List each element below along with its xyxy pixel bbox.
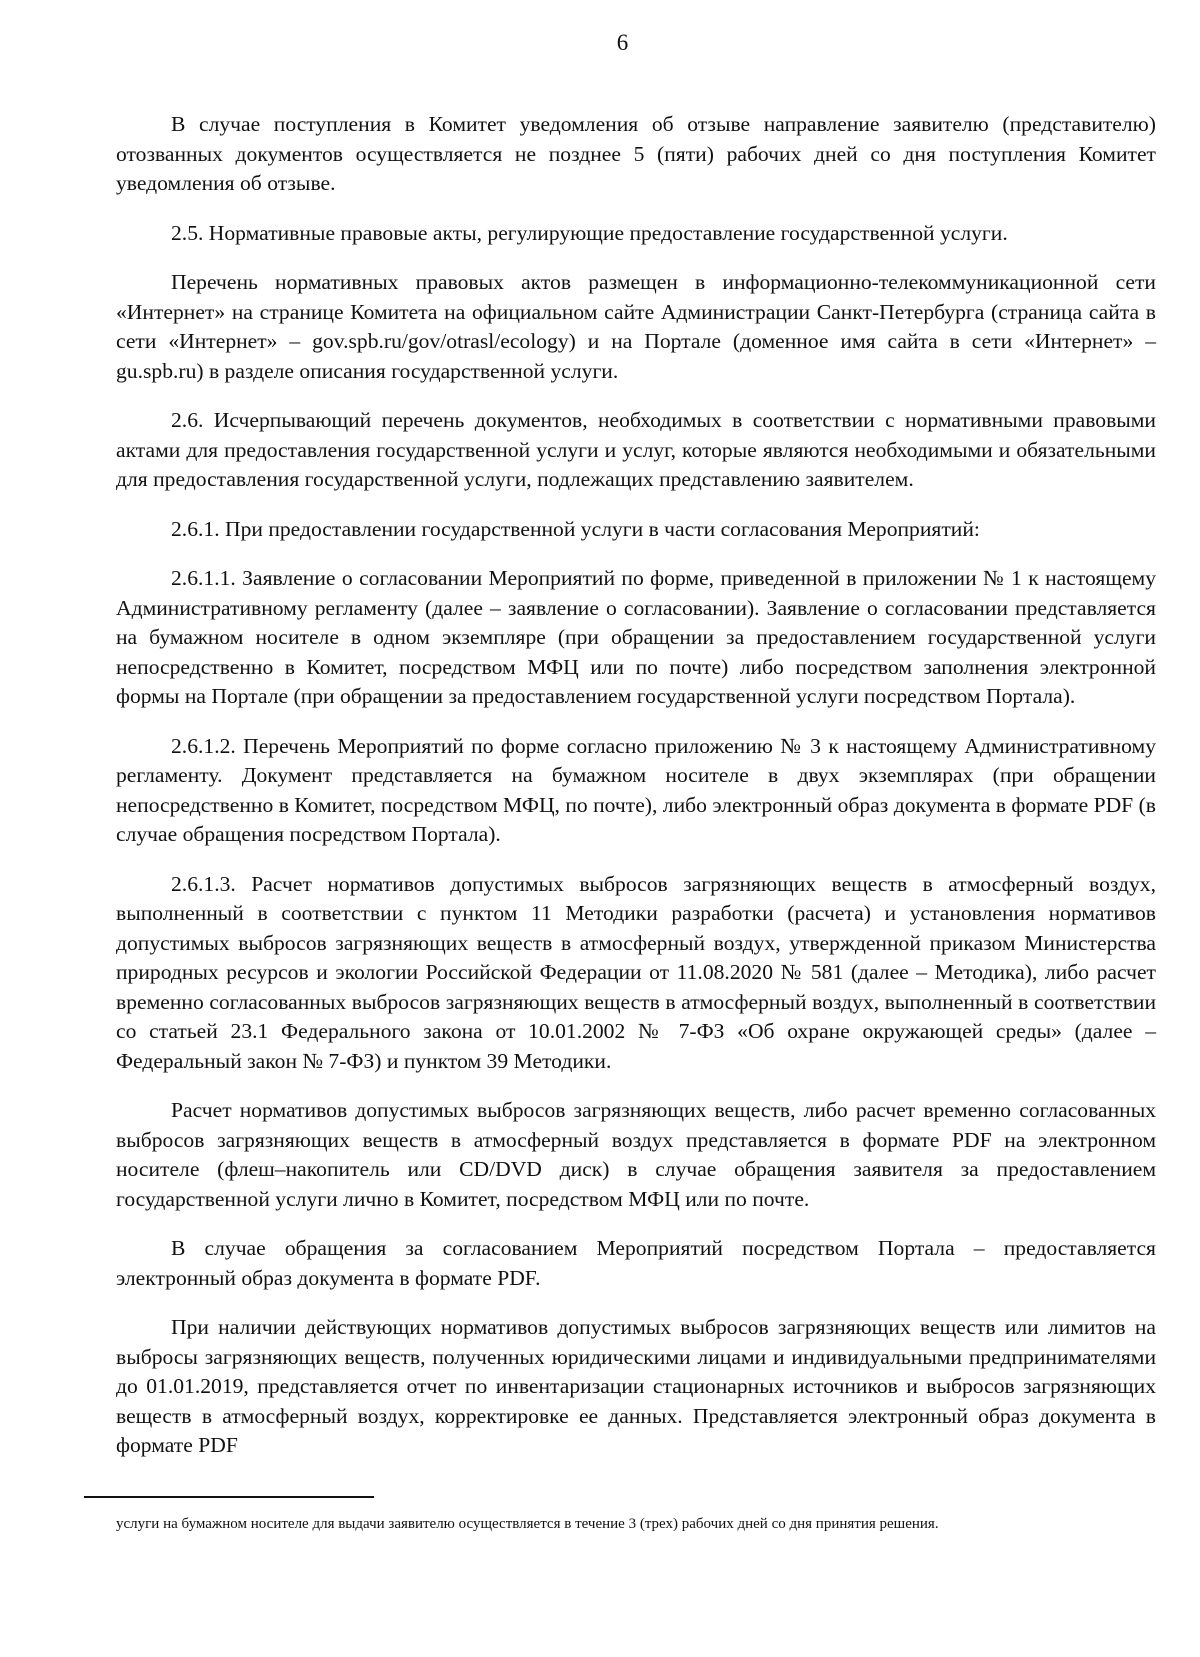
paragraph-section-2-6-1: 2.6.1. При предоставлении государственной услуги в части согласования Мероприятий: xyxy=(171,516,980,541)
paragraph-emissions-format: Расчет нормативов допустимых выбросов загрязняющих веществ, либо расчет временно согласованных выбросов загрязняющих веществ в атмосферный воздух представляется в формате PDF на электронном носителе (флеш–накопитель или CD/DVD диск) в случае обращения заявителя за предоставлением государственной услуги лично в Комитет, посредством МФЦ или по почте. xyxy=(116,1098,1156,1211)
paragraph-section-2-6-1-2: 2.6.1.2. Перечень Мероприятий по форме согласно приложению № 3 к настоящему Административному регламенту. Документ представляется на бумажном носителе в двух экземплярах (при обращении непосредственно в Комитет, посредством МФЦ, по почте), либо электронный образ документа в формате PDF (в случае обращения посредством Портала). xyxy=(116,733,1156,846)
paragraph-portal-submission: В случае обращения за согласованием Мероприятий посредством Портала – предоставляется электронный образ документа в формате PDF. xyxy=(116,1236,1156,1290)
paragraph-section-2-5: 2.5. Нормативные правовые акты, регулирующие предоставление государственной услуги. xyxy=(171,220,1008,245)
page-number: 6 xyxy=(616,30,629,55)
paragraph-withdrawal-notice: В случае поступления в Комитет уведомления об отзыве направление заявителю (представителю) отозванных документов осуществляется не позднее 5 (пяти) рабочих дней со дня поступления Комитет уведомления об отзыве. xyxy=(116,112,1156,195)
footnote: услуги на бумажном носителе для выдачи заявителю осуществляется в течение 3 (трех) рабочих дней со дня принятия решения. xyxy=(116,1516,939,1532)
paragraph-legal-acts-list: Перечень нормативных правовых актов размещен в информационно-телекоммуникационной сети «Интернет» на странице Комитета на официальном сайте Администрации Санкт-Петербурга (страница сайта в сети «Интернет» – gov.spb.ru/gov/otrasl/ecology) и на Портале (доменное имя сайта в сети «Интернет» – gu.spb.ru) в разделе описания государственной услуги. xyxy=(116,270,1156,383)
paragraph-section-2-6: 2.6. Исчерпывающий перечень документов, необходимых в соответствии с нормативными правовыми актами для предоставления государственной услуги и услуг, которые являются необходимыми и обязательными для предоставления государственной услуги, подлежащих представлению заявителем. xyxy=(116,408,1156,491)
paragraph-inventory-report: При наличии действующих нормативов допустимых выбросов загрязняющих веществ или лимитов на выбросы загрязняющих веществ, полученных юридическими лицами и индивидуальными предпринимателями до 01.01.2019, представляется отчет по инвентаризации стационарных источников и выбросов загрязняющих веществ в атмосферный воздух, корректировке ее данных. Представляется электронный образ документа в формате PDF xyxy=(116,1315,1156,1457)
paragraph-section-2-6-1-3: 2.6.1.3. Расчет нормативов допустимых выбросов загрязняющих веществ в атмосферный воздух, выполненный в соответствии с пунктом 11 Методики разработки (расчета) и установления нормативов допустимых выбросов загрязняющих веществ в атмосферный воздух, утвержденной приказом Министерства природных ресурсов и экологии Российской Федерации от 11.08.2020 № 581 (далее – Методика), либо расчет временно согласованных выбросов загрязняющих веществ в атмосферный воздух, выполненный в соответствии со статьей 23.1 Федерального закона от 10.01.2002 № 7-ФЗ «Об охране окружающей среды» (далее – Федеральный закон № 7-ФЗ) и пунктом 39 Методики. xyxy=(116,871,1156,1073)
paragraph-section-2-6-1-1: 2.6.1.1. Заявление о согласовании Мероприятий по форме, приведенной в приложении № 1 к настоящему Административному регламенту (далее – заявление о согласовании). Заявление о согласовании представляется на бумажном носителе в одном экземпляре (при обращении за предоставлением государственной услуги непосредственно в Комитет, посредством МФЦ или по почте) либо посредством заполнения электронной формы на Портале (при обращении за предоставлением государственной услуги посредством Портала). xyxy=(116,566,1156,708)
document-body xyxy=(116,110,1156,1481)
footnote-divider xyxy=(84,1496,374,1498)
